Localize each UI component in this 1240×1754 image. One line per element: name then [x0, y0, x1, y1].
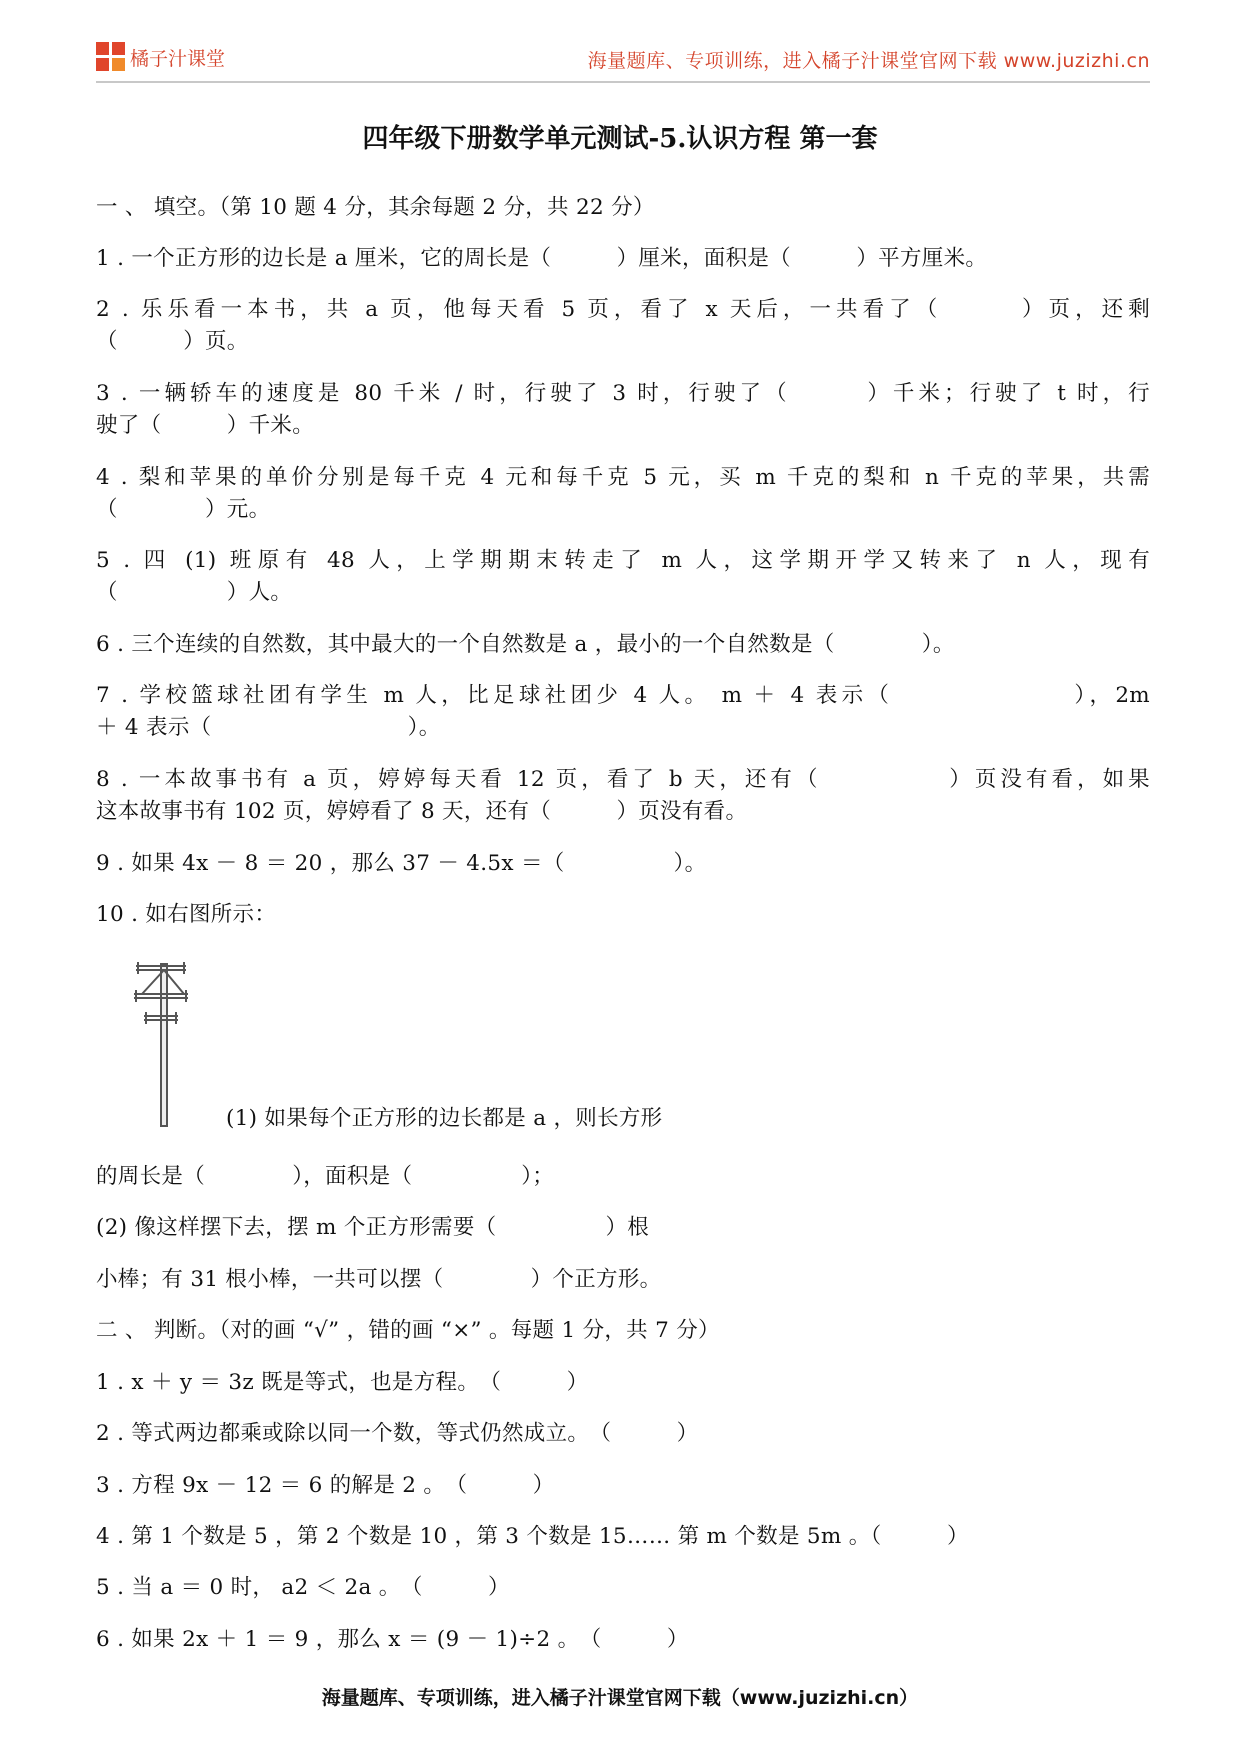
question-2-6: 6 . 如果 2x ＋ 1 ＝ 9 ，那么 x ＝ (9 － 1)÷2 。 （ ）	[96, 1627, 689, 1652]
telegraph-pole-figure	[128, 960, 198, 1130]
question-2-2: 2 . 等式两边都乘或除以同一个数，等式仍然成立。 （ ）	[96, 1421, 699, 1446]
question-1-10-part2: (2) 像这样摆下去，摆 m 个正方形需要（ ）根	[96, 1215, 650, 1240]
question-1-2: 2 . 乐乐看一本书，共 a 页，他每天看 5 页，看了 x 天后，一共看了（ ）页，还剩	[96, 297, 1150, 322]
logo-icon	[96, 42, 126, 72]
question-2-1: 1 . x ＋ y ＝ 3z 既是等式，也是方程。 （ ）	[96, 1370, 589, 1395]
section-heading-1: 一 、 填空。（第 10 题 4 分，其余每题 2 分，共 22 分）	[96, 195, 655, 220]
page-title: 四年级下册数学单元测试-5.认识方程 第一套	[362, 124, 878, 154]
question-2-3: 3 . 方程 9x － 12 ＝ 6 的解是 2 。 （ ）	[96, 1473, 555, 1498]
question-1-3-cont: 驶了（ ）千米。	[96, 413, 315, 438]
brand-name: 橘子汁课堂	[130, 48, 226, 70]
question-1-5: 5 . 四 (1) 班原有 48 人，上学期期末转走了 m 人，这学期开学又转来了 n 人，现有	[96, 548, 1150, 573]
question-1-7-cont: ＋ 4 表示（ ）。	[96, 715, 441, 740]
question-1-4: 4 . 梨和苹果的单价分别是每千克 4 元和每千克 5 元，买 m 千克的梨和 n 千克的苹果，共需	[96, 465, 1150, 490]
question-1-7: 7 . 学校篮球社团有学生 m 人，比足球社团少 4 人。 m ＋ 4 表示（ ），2m	[96, 683, 1150, 708]
question-1-5-cont: （ ）人。	[96, 580, 293, 605]
page-footer: 海量题库、专项训练，进入橘子汁课堂官网下载（www.juzizhi.cn）	[321, 1687, 919, 1709]
page-header	[96, 42, 1150, 78]
section-heading-2: 二 、 判断。（对的画 “√” ，错的画 “×” 。每题 1 分，共 7 分）	[96, 1318, 720, 1343]
question-1-10-part1-cont: 的周长是（ ），面积是（ ）；	[96, 1164, 555, 1189]
question-2-4: 4 . 第 1 个数是 5 ，第 2 个数是 10 ，第 3 个数是 15…… 第 m 个数是 5m 。（ ）	[96, 1524, 969, 1549]
header-slogan: 海量题库、专项训练，进入橘子汁课堂官网下载 www.juzizhi.cn	[587, 50, 1150, 72]
question-1-9: 9 . 如果 4x － 8 ＝ 20 ，那么 37 － 4.5x ＝（ ）。	[96, 851, 707, 876]
question-1-8: 8 . 一本故事书有 a 页，婷婷每天看 12 页，看了 b 天，还有（ ）页没有看，如果	[96, 767, 1150, 792]
question-1-10-part2-cont: 小棒；有 31 根小棒，一共可以摆（ ）个正方形。	[96, 1267, 662, 1292]
question-1-1: 1 . 一个正方形的边长是 a 厘米，它的周长是（ ）厘米，面积是（ ）平方厘米。	[96, 246, 988, 271]
header-divider	[96, 81, 1150, 83]
question-1-4-cont: （ ）元。	[96, 497, 271, 522]
question-1-6: 6 . 三个连续的自然数，其中最大的一个自然数是 a ，最小的一个自然数是（ ）。	[96, 632, 955, 657]
question-1-10: 10 . 如右图所示：	[96, 902, 277, 927]
question-1-3: 3 . 一辆轿车的速度是 80 千米 / 时，行驶了 3 时，行驶了（ ）千米；行驶了 t 时，行	[96, 381, 1150, 406]
question-2-5: 5 . 当 a ＝ 0 时， a2 ＜ 2a 。 （ ）	[96, 1575, 510, 1600]
question-1-10-part1: (1) 如果每个正方形的边长都是 a ，则长方形	[226, 1106, 663, 1131]
question-1-8-cont: 这本故事书有 102 页，婷婷看了 8 天，还有（ ）页没有看。	[96, 799, 748, 824]
question-1-2-cont: （ ）页。	[96, 329, 249, 354]
